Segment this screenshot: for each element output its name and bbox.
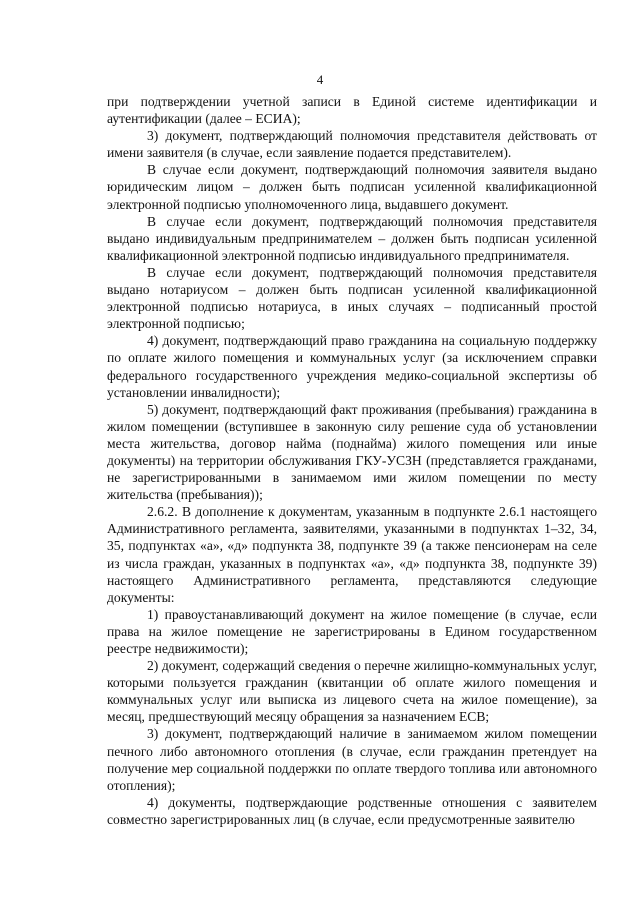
paragraph-notary-signature: В случае если документ, подтверждающий полномочия представителя выдано нотариусом – должен быть подписан усиленной квалификационной электронной подписью нотариуса, в иных случаях – подписанный простой электронной подписью; [107, 264, 597, 332]
paragraph-item-5-residence: 5) документ, подтверждающий факт проживания (пребывания) гражданина в жилом помещении (вступившее в законную силу решение суда об установлении места жительства, договор найма (поднайма) жилого помещения или иные документы) на территории обслуживания ГКУ-УСЗН (представляется гражданами, не зарегистрированными в занимаемом ими жилом помещении по месту жительства (пребывания)); [107, 401, 597, 503]
document-body [107, 93, 597, 828]
paragraph-subitem-2-utility-services: 2) документ, содержащий сведения о перечне жилищно-коммунальных услуг, которыми пользуется гражданин (квитанции об оплате жилого помещения и коммунальных услуг или выписка из лицевого счета на жилое помещение), за месяц, предшествующий месяцу обращения за назначением ЕСВ; [107, 658, 597, 725]
paragraph-entrepreneur-signature: В случае если документ, подтверждающий полномочия представителя выдано индивидуальным предпринимателем – должен быть подписан усиленной квалификационной электронной подписью индивидуального предпринимателя. [107, 213, 597, 263]
paragraph-item-4-social-support: 4) документ, подтверждающий право гражданина на социальную поддержку по оплате жилого помещения и коммунальных услуг (за исключением справки федерального государственного учреждения медико-социальной экспертизы об установлении инвалидности); [107, 333, 597, 400]
paragraph-esia-continuation: при подтверждении учетной записи в Единой системе идентификации и аутентификации (далее – ЕСИА); [107, 94, 597, 127]
paragraph-subitem-3-heating: 3) документ, подтверждающий наличие в занимаемом жилом помещении печного либо автономного отопления (в случае, если гражданин претендует на получение мер социальной поддержки по оплате твердого топлива или автономного отопления); [107, 726, 597, 793]
paragraph-subitem-1-title-document: 1) правоустанавливающий документ на жилое помещение (в случае, если права на жилое помещение не зарегистрированы в Едином государственном реестре недвижимости); [107, 606, 597, 656]
paragraph-subitem-4-kinship: 4) документы, подтверждающие родственные отношения с заявителем совместно зарегистрированных лиц (в случае, если предусмотренные заявителю [107, 794, 597, 827]
paragraph-section-2-6-2: 2.6.2. В дополнение к документам, указанным в подпункте 2.6.1 настоящего Административного регламента, заявителями, указанными в подпунктах 1–32, 34, 35, подпунктах «а», «д» подпункта 38, подпункте 39 (а также пенсионерам на селе из числа граждан, указанных в подпунктах «а», «д» подпункта 38, подпункте 39) настоящего Административного регламента, представляются следующие документы: [107, 504, 597, 605]
paragraph-legal-entity-signature: В случае если документ, подтверждающий полномочия заявителя выдано юридическим лицом – должен быть подписан усиленной квалификационной электронной подписью уполномоченного лица, выдавшего документ. [107, 162, 597, 212]
paragraph-item-3-representative: 3) документ, подтверждающий полномочия представителя действовать от имени заявителя (в случае, если заявление подается представителем). [107, 128, 597, 161]
page-number: 4 [316, 72, 324, 87]
